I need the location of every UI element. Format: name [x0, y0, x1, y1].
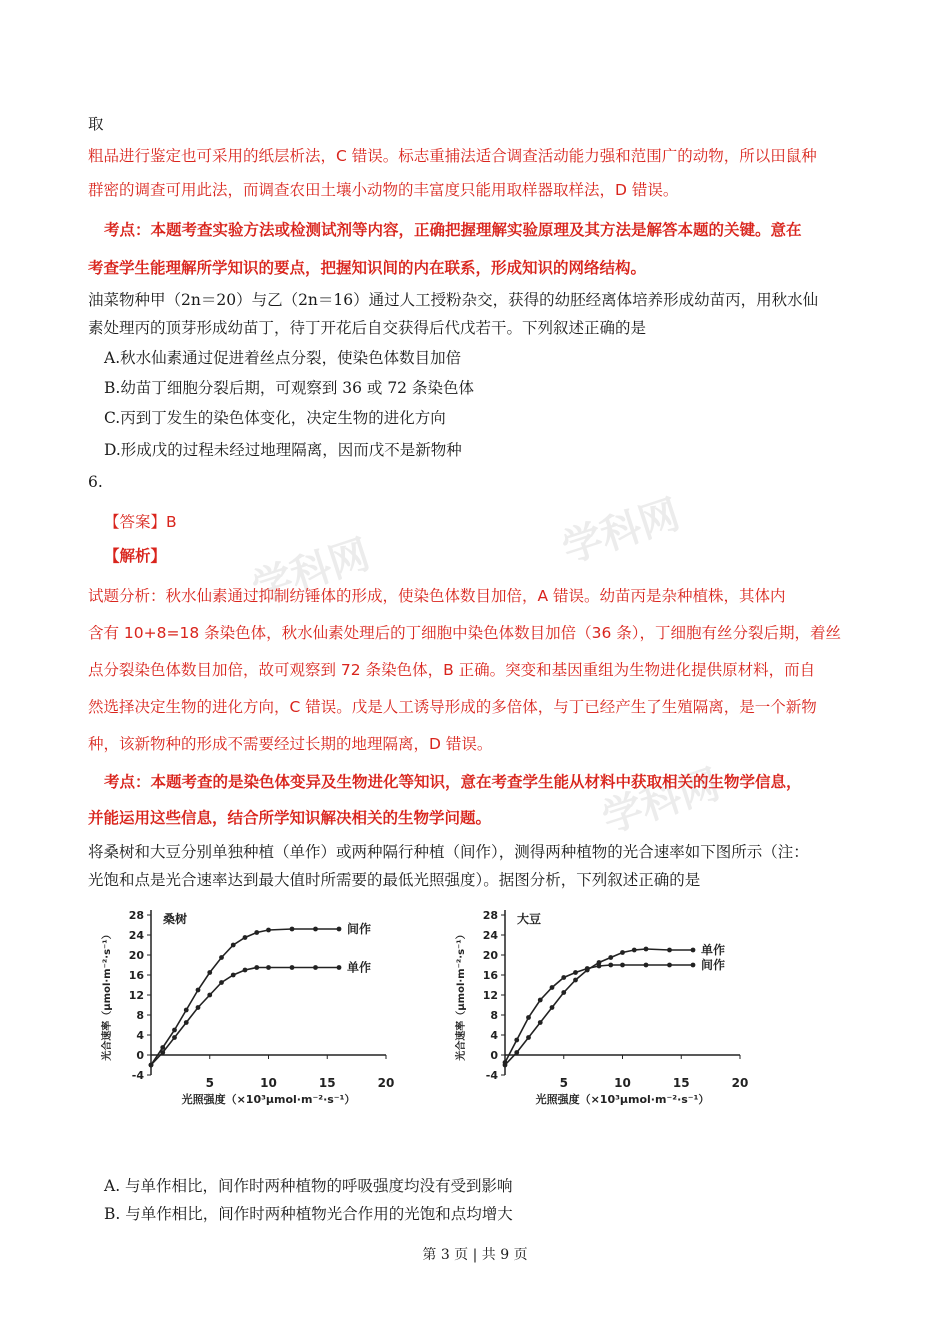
x-tick-label: 15: [672, 1076, 690, 1090]
x-tick-label: 5: [205, 1076, 214, 1090]
data-point: [207, 970, 212, 975]
explanation-line: 含有 10+8=18 条染色体，秋水仙素处理后的丁细胞中染色体数目加倍（36 条），丁细胞有丝分裂后期，着丝: [88, 624, 842, 642]
data-point: [561, 990, 566, 995]
data-point: [184, 1020, 189, 1025]
data-point: [691, 963, 696, 968]
series-line: [505, 965, 693, 1063]
data-point: [585, 966, 590, 971]
series-label: 单作: [347, 960, 372, 975]
option-b: B. 与单作相比，间作时两种植物光合作用的光饱和点均增大: [104, 1205, 513, 1223]
x-tick-label: 5: [559, 1076, 568, 1090]
data-point: [243, 935, 248, 940]
option-c: C.丙到丁发生的染色体变化，决定生物的进化方向: [104, 409, 446, 427]
data-point: [667, 963, 672, 968]
explanation-line: 群密的调查可用此法，而调查农田土壤小动物的丰富度只能用取样器取样法，D 错误。: [88, 181, 679, 199]
answer-label: 【答案】B: [104, 513, 177, 531]
option-d: D.形成戊的过程未经过地理隔离，因而戊不是新物种: [104, 441, 462, 459]
data-point: [290, 927, 295, 932]
y-tick-label: 16: [482, 969, 498, 982]
series-line: [151, 968, 339, 1066]
watermark: 学科网: [556, 491, 686, 573]
y-tick-label: 24: [482, 929, 498, 942]
data-point: [644, 963, 649, 968]
question-stem: 油菜物种甲（2n＝20）与乙（2n＝16）通过人工授粉杂交，获得的幼胚经离体培养形成幼苗丙，用秋水仙: [88, 291, 819, 309]
data-point: [632, 948, 637, 953]
x-tick-label: 10: [260, 1076, 277, 1090]
data-point: [667, 948, 672, 953]
y-tick-label: -4: [485, 1069, 498, 1082]
y-tick-label: 0: [136, 1049, 144, 1062]
y-tick-label: 4: [490, 1029, 498, 1042]
data-point: [313, 965, 318, 970]
series-label: 间作: [701, 958, 726, 972]
explanation-line: 然选择决定生物的进化方向，C 错误。戊是人工诱导形成的多倍体，与丁已经产生了生殖隔离，是一个新物: [88, 698, 817, 716]
data-point: [644, 947, 649, 952]
question-stem: 将桑树和大豆分别单独种植（单作）或两种隔行种植（间作），测得两种植物的光合速率如下图所示（注：: [88, 843, 809, 861]
data-point: [597, 964, 602, 969]
x-axis-label: 光照强度（×10³μmol·m⁻²·s⁻¹）: [535, 1093, 710, 1106]
data-point: [172, 1028, 177, 1033]
data-point: [266, 965, 271, 970]
explanation-line: 点分裂染色体数目加倍，故可观察到 72 条染色体，B 正确。突变和基因重组为生物进化提供原材料，而自: [88, 661, 816, 679]
data-point: [207, 993, 212, 998]
analysis-heading: 【解析】: [104, 547, 167, 565]
option-a: A. 与单作相比，间作时两种植物的呼吸强度均没有受到影响: [104, 1177, 513, 1195]
y-tick-label: 20: [128, 949, 144, 962]
question-stem: 素处理丙的顶芽形成幼苗丁，待丁开花后自交获得后代戊若干。下列叙述正确的是: [88, 319, 647, 337]
data-point: [538, 1020, 543, 1025]
mulberry-photosynthesis-chart: [96, 900, 416, 1120]
data-point: [526, 1015, 531, 1020]
chart-title: 大豆: [517, 912, 542, 926]
chart-title: 桑树: [163, 912, 188, 926]
data-point: [526, 1035, 531, 1040]
y-tick-label: 24: [128, 929, 144, 942]
data-point: [290, 965, 295, 970]
data-point: [160, 1050, 165, 1055]
data-point: [254, 930, 259, 935]
key-point-line: 考点：本题考查实验方法或检测试剂等内容，正确把握理解实验原理及其方法是解答本题的关键。意在: [104, 221, 802, 239]
series-label: 单作: [701, 943, 726, 957]
explanation-line: 种，该新物种的形成不需要经过长期的地理隔离，D 错误。: [88, 735, 493, 753]
y-tick-label: 12: [482, 989, 498, 1002]
x-tick-label: 20: [377, 1076, 395, 1090]
data-point: [219, 980, 224, 985]
data-point: [573, 970, 578, 975]
data-point: [196, 1005, 201, 1010]
data-point: [149, 1063, 154, 1068]
data-point: [620, 963, 625, 968]
key-point-line: 并能运用这些信息，结合所学知识解决相关的生物学问题。: [88, 809, 492, 827]
data-point: [503, 1060, 508, 1065]
x-axis-label: 光照强度（×10³μmol·m⁻²·s⁻¹）: [181, 1093, 356, 1106]
x-tick-label: 10: [614, 1076, 631, 1090]
option-a: A.秋水仙素通过促进着丝点分裂，使染色体数目加倍: [104, 349, 462, 367]
y-tick-label: -4: [131, 1069, 144, 1082]
soybean-photosynthesis-chart: [450, 900, 770, 1120]
question-stem: 光饱和点是光合速率达到最大值时所需要的最低光照强度）。据图分析，下列叙述正确的是: [88, 871, 701, 889]
y-tick-label: 28: [128, 909, 144, 922]
x-tick-label: 20: [731, 1076, 749, 1090]
page-footer: 第 3 页 | 共 9 页: [422, 1247, 528, 1263]
data-point: [538, 998, 543, 1003]
x-tick-label: 15: [318, 1076, 336, 1090]
y-tick-label: 8: [136, 1009, 144, 1022]
watermark: 学科网: [246, 531, 376, 613]
y-axis-label: 光合速率（μmol·m⁻²·s⁻¹）: [102, 929, 113, 1061]
y-tick-label: 4: [136, 1029, 144, 1042]
option-b: B.幼苗丁细胞分裂后期，可观察到 36 或 72 条染色体: [104, 379, 474, 397]
data-point: [313, 927, 318, 932]
explanation-line: 试题分析：秋水仙素通过抑制纺锤体的形成，使染色体数目加倍，A 错误。幼苗丙是杂种植株，其体内: [88, 587, 786, 605]
key-point-line: 考点：本题考查的是染色体变异及生物进化等知识，意在考查学生能从材料中获取相关的生物学信息，: [104, 773, 802, 791]
data-point: [184, 1008, 189, 1013]
data-point: [266, 928, 271, 933]
data-point: [573, 978, 578, 983]
series-line: [151, 929, 339, 1065]
data-point: [691, 948, 696, 953]
y-axis-label: 光合速率（μmol·m⁻²·s⁻¹）: [456, 929, 467, 1061]
series-label: 间作: [347, 922, 372, 936]
question-number: 6.: [88, 473, 103, 491]
key-point-line: 考查学生能理解所学知识的要点，把握知识间的内在联系，形成知识的网络结构。: [88, 259, 647, 277]
data-point: [550, 985, 555, 990]
y-tick-label: 8: [490, 1009, 498, 1022]
data-point: [243, 968, 248, 973]
data-point: [608, 963, 613, 968]
explanation-line: 粗品进行鉴定也可采用的纸层析法，C 错误。标志重捕法适合调查活动能力强和范围广的动物，所以田鼠种: [88, 147, 817, 165]
y-tick-label: 20: [482, 949, 498, 962]
watermark: 学科网: [596, 761, 726, 843]
y-tick-label: 16: [128, 969, 144, 982]
data-point: [231, 973, 236, 978]
data-point: [608, 955, 613, 960]
data-point: [337, 927, 342, 932]
data-point: [337, 965, 342, 970]
y-tick-label: 0: [490, 1049, 498, 1062]
data-point: [561, 975, 566, 980]
data-point: [196, 988, 201, 993]
data-point: [620, 950, 625, 955]
y-tick-label: 12: [128, 989, 144, 1002]
data-point: [254, 965, 259, 970]
data-point: [514, 1050, 519, 1055]
y-tick-label: 28: [482, 909, 498, 922]
data-point: [231, 943, 236, 948]
text-line: 取: [88, 115, 104, 133]
data-point: [514, 1038, 519, 1043]
data-point: [550, 1005, 555, 1010]
data-point: [219, 955, 224, 960]
data-point: [172, 1035, 177, 1040]
